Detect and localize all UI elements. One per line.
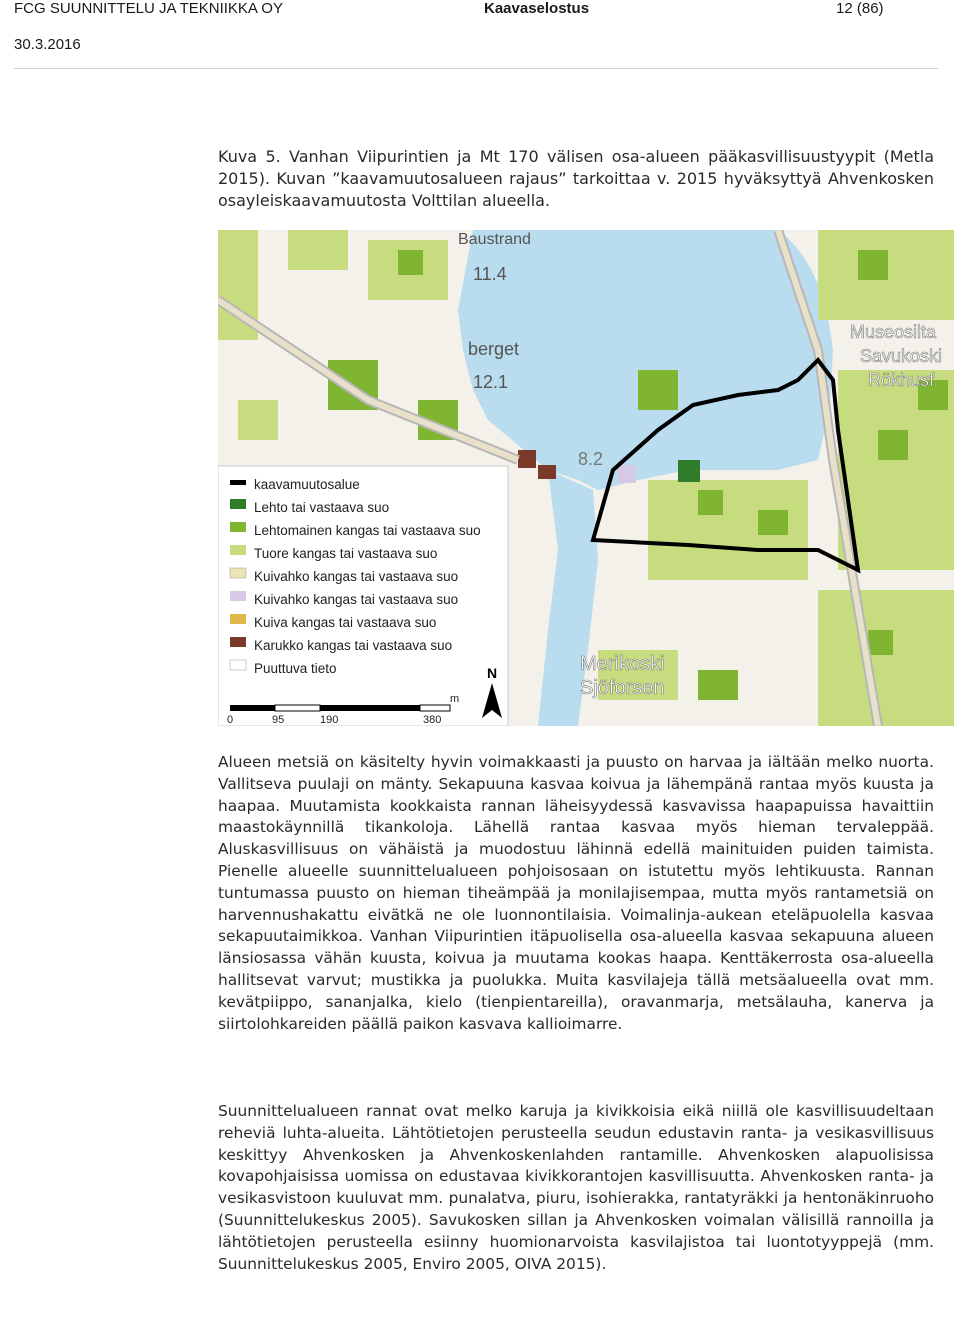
legend-swatch xyxy=(230,545,246,555)
legend-swatch xyxy=(230,591,246,601)
legend-label: Kuivahko kangas tai vastaava suo xyxy=(254,569,459,584)
legend-swatch xyxy=(230,660,246,670)
legend-label: Tuore kangas tai vastaava suo xyxy=(254,546,438,561)
label-elevation: 8.2 xyxy=(578,449,604,469)
legend-swatch xyxy=(230,637,246,647)
label-place: Rökhusf xyxy=(868,370,935,390)
legend-label: Karukko kangas tai vastaava suo xyxy=(254,638,453,653)
legend-label: Kuiva kangas tai vastaava suo xyxy=(254,615,437,630)
label-elevation: 12.1 xyxy=(473,372,509,392)
label-place: Savukoski xyxy=(860,346,943,366)
label-place: Merikoski xyxy=(580,653,665,675)
legend-swatch xyxy=(230,499,246,509)
legend-swatch xyxy=(230,522,246,532)
vegetation-map xyxy=(218,230,954,726)
scale-tick: 95 xyxy=(272,714,285,726)
figure-caption: Kuva 5. Vanhan Viipurintien ja Mt 170 välisen osa-alueen pääkasvillisuustyypit (Metla 2015). Kuvan ”kaavamuutosalueen rajaus” tarkoittaa v. 2015 hyväksyttyä Ahvenkosken osayleiskaavamuutosta Volttilan alueella. xyxy=(218,147,934,210)
legend-label: Lehto tai vastaava suo xyxy=(254,500,390,515)
legend-label: Lehtomainen kangas tai vastaava suo xyxy=(254,523,481,538)
document-title: Kaavaselostus xyxy=(484,0,590,17)
label-place: Museosilta xyxy=(850,322,937,342)
legend-swatch xyxy=(230,614,246,624)
legend-label: Kuivahko kangas tai vastaava suo xyxy=(254,592,459,607)
scale-tick: 380 xyxy=(423,714,442,726)
page-header xyxy=(0,0,960,70)
north-label: N xyxy=(487,665,498,681)
scale-tick: 190 xyxy=(320,714,339,726)
label-elevation: 11.4 xyxy=(473,264,507,284)
company-name: FCG SUUNNITTELU JA TEKNIIKKA OY xyxy=(14,0,283,17)
scale-tick: 0 xyxy=(227,714,234,726)
paragraph-forest: Alueen metsiä on käsitelty hyvin voimakkaasti ja puusto on harvaa ja iältään melko nuorta. Vallitseva puulaji on mänty. Sekapuuna kasvaa koivua ja lähempänä rantaa myös kuusta ja haapaa. Muutamista kookkaista rannan läheisyydessä kasvavissa haapapuissa havaittiin maastokäynnillä tikankoloja. Lähellä rantaa kasvaa myös hieman tervaleppää. Aluskasvillisuus on vähäistä ja muodostuu lähinnä edellä mainituiden puiden taimista. Pienelle alueelle suunnittelualueen pohjoisosaan on istutettu myös lehtikuusta. Rannan tuntumassa puusto on hieman tiheämpää ja monilajisempaa, mutta myös rantametsiä on harvennushakattu eivätkä ne ole luonnontilaisia. Voimalinja-aukean eteläpuolella kasvaa sekapuutaimikkoa. Vanhan Viipurintien itäpuolisella osa-alueella kasvaa sekapuuna alueen länsiosassa vähän kuusta, koivua ja muutama kookas haapa. Kenttäkerrosta osa-alueella hallitsevat varvut; mustikka ja puolukka. Muita kasvilajeja tällä metsäalueella ovat mm. kevätpiippo, sananjalka, kielo (tienpientareilla), oravanmarja, metsälauha, kanerva ja siirtolohkareiden päällä paikon kasvava kallioimarre. xyxy=(218,753,934,1033)
document-date: 30.3.2016 xyxy=(14,36,81,53)
header-divider xyxy=(14,68,938,69)
label-place: Sjöforsen xyxy=(580,677,665,699)
legend-label: Puuttuva tieto xyxy=(254,661,337,676)
label-place: Baustrand xyxy=(458,231,531,248)
legend-swatch xyxy=(230,480,246,485)
map-legend xyxy=(218,466,508,726)
legend-label: kaavamuutosalue xyxy=(254,477,360,492)
scale-unit: m xyxy=(450,693,460,705)
paragraph-shore: Suunnittelualueen rannat ovat melko karuja ja kivikkoisia eikä niillä ole kasvillisuudeltaan reheviä luhta-alueita. Lähtötietojen perusteella seudun edustavin ranta- ja vesikasvillisuus keskittyy Ahvenkosken ja Ahvenkoskenlahden rantamille. Ahvenkosken alapuolisissa kovapohjaisissa uomissa on edustavaa kivikkorantojen kasvillisuutta. Ahvenkosken ranta- ja vesikasvistoon kuuluvat mm. punalatva, piuru, isohierakka, rantatyräkki ja hentonäkinruoho (Suunnittelukeskus 2005). Savukosken sillan ja Ahvenkosken voimalan välisillä rannoilla ja lähtötietojen perusteella esiinny huomionarvoista kasvilajistoa tai luontotyyppejä (mm. Suunnittelukeskus 2005, Enviro 2005, OIVA 2015). xyxy=(218,1102,934,1273)
legend-swatch xyxy=(230,568,246,578)
page-number: 12 (86) xyxy=(836,0,884,17)
label-place: berget xyxy=(468,339,520,359)
